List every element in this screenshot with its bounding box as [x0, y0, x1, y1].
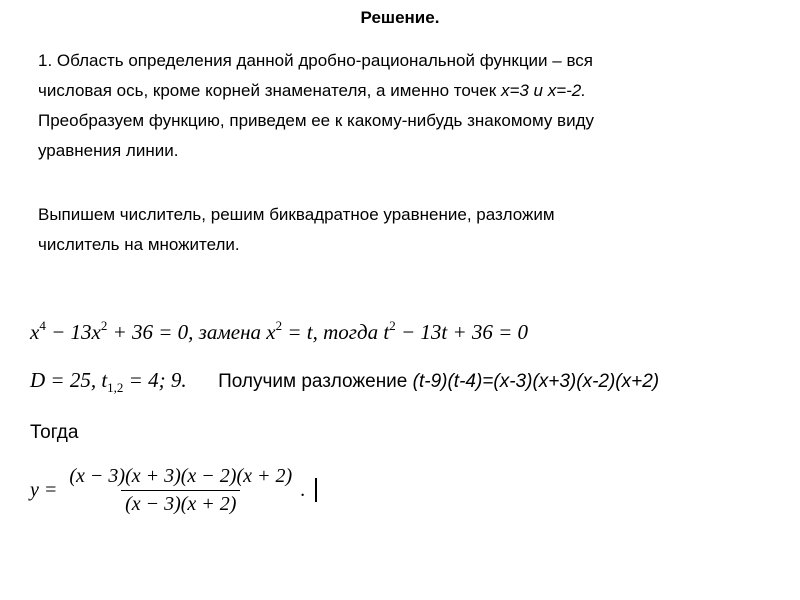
fraction-denominator: (x − 3)(x + 2) — [121, 490, 240, 516]
result-formula: y = $\frac{(x - 3)(x + 3)(x - 2)(x + 2)}{(x - 3)(x + 2)}$ . — [30, 460, 317, 520]
fraction-numerator: (x − 3)(x + 3)(x − 2)(x + 2) — [69, 464, 293, 487]
paragraph-line: 1. Область определения данной дробно-рациональной функции – вся — [38, 51, 593, 70]
paragraph-line: Преобразуем функцию, приведем ее к какому-нибудь знакомому виду — [38, 111, 595, 130]
result-lhs: y = — [30, 478, 58, 501]
then-label: Тогда — [30, 422, 79, 443]
discriminant-row: D = 25, $t_{1,2} = 4$; 9. Получим разложение (t-9)(t-4)=(x-3)(x+3)(x-2)(x+2) — [30, 368, 660, 395]
word-then: тогда — [317, 320, 384, 344]
factorization-label: Получим разложение — [218, 371, 413, 392]
excluded-points: x=3 и x=-2. — [500, 81, 586, 100]
paragraph-numerator — [38, 200, 778, 260]
paragraph-line: числовая ось, кроме корней знаменателя, а именно точек x=3 и x=-2. — [38, 81, 586, 100]
paragraph-domain — [38, 46, 778, 166]
paragraph-line: уравнения линии. — [38, 141, 179, 160]
paragraph-line: числитель на множители. — [38, 235, 240, 254]
fraction — [65, 465, 296, 516]
paragraph-line: Выпишем числитель, решим биквадратное уравнение, разложим — [38, 205, 555, 224]
solution-title: Решение. — [360, 8, 440, 27]
text-cursor — [315, 478, 317, 502]
biquadratic-equation: $x^4 - 13x^2 + 36 = 0$, замена $x^2 = t$, тогда $t^2 - 13t + 36 = 0$ — [30, 318, 529, 344]
word-replace: замена — [193, 320, 267, 344]
factorization: (t-9)(t-4)=(x-3)(x+3)(x-2)(x+2) — [412, 371, 660, 392]
